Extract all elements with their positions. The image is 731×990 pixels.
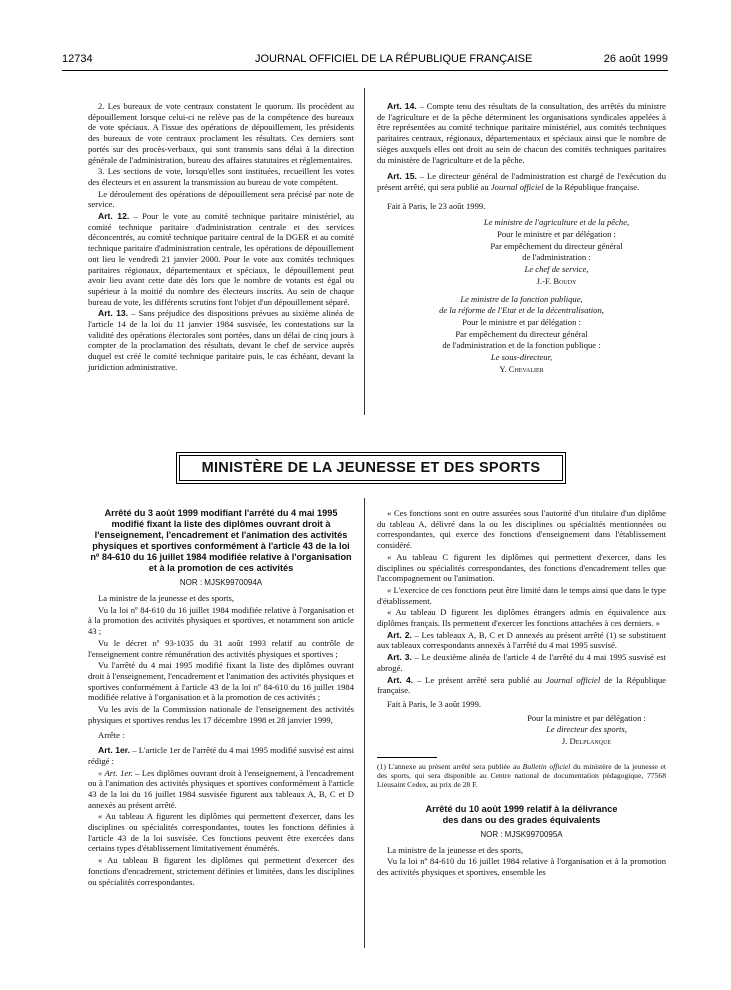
page-number: 12734 [62, 53, 93, 65]
article-13: Art. 13. – Sans préjudice des dispositions prévues au sixième alinéa de l'article 14 de la loi du 11 janvier 1984 susvisée, les contestations sur la validité des opérations électorales sont portées, dans un délai de cinq jours à compter de la proclamation des résultats, devant le chef de service auprès duquel est créé le comité technique paritaire puis, le cas échéant, devant la juridiction administrative. [88, 308, 354, 372]
article-3: Art. 3. – Le deuxième alinéa de l'article 4 de l'arrêté du 4 mai 1995 susvisé est abrogé. [377, 652, 667, 673]
ministry-banner [176, 452, 566, 484]
signature-block-1: Le ministre de l'agriculture et de la pêche, Pour le ministre et par délégation : Par empêchement du directeur général de l'administration : Le chef de service, J.-F. Boudy [377, 217, 666, 286]
article-14: Art. 14. – Compte tenu des résultats de la consultation, des arrêtés du ministre de l'agriculture et de la pêche déterminent les organisations syndicales appelées à être représentées au comité technique paritaire ministériel, aux comités techniques paritaires centraux, régionaux, départementaux et spéciaux ainsi que le nombre de sièges auxquels elles ont droit au sein de chacun des comités techniques paritaires du ministère de l'agriculture et de la pêche. [377, 101, 666, 165]
right-column-top [377, 101, 666, 375]
footnote: (1) L'annexe au présent arrêté sera publiée au Bulletin officiel du ministère de la jeunesse et des sports, qui sera disponible au Centre national de documentation pédagogique, 77568 Lieusaint Cedex, au prix de 28 F. [377, 761, 666, 790]
paragraph: Le déroulement des opérations de dépouillement sera précisé par note de service. [88, 188, 354, 210]
header-rule [62, 70, 668, 71]
issue-date: 26 août 1999 [603, 53, 668, 65]
ministry-title: MINISTÈRE DE LA JEUNESSE ET DES SPORTS [201, 460, 541, 476]
signature-block-3: Pour la ministre et par délégation : Le directeur des sports, J. Delplanque [377, 713, 666, 747]
nor-reference: NOR : MJSK9970095A [480, 829, 563, 839]
signature-block-2: Le ministre de la fonction publique, de la réforme de l'Etat et de la décentralisation, Pour le ministre et par délégation : Par empêchement du directeur général de l'administration et de la fonction publique : Le sous-directeur, Y. Chevalier [377, 294, 666, 375]
decree-title: Arrêté du 3 août 1999 modifiant l'arrêté du 4 mai 1995 modifié fixant la liste des diplômes ouvrant droit à l'enseignement, l'encadrement et l'animation des activités physiques et sportives conformément à l'article 43 de la loi nº 84-610 du 16 juillet 1984 modifiée relative à l'organisation et à la promotion de ces activités [90, 508, 352, 573]
column-divider [364, 498, 365, 948]
right-column-bottom: « Ces fonctions sont en outre assurées sous l'autorité d'un titulaire d'un diplôme du tableau A, délivré dans la ou les disciplines ou spécialités mentionnées ou correspondantes, qui exerce des fonctions d'enseignement dans l'établissement considéré. « Au tableau C figurent les diplômes qui permettent d'exercer, dans les disciplines ou spécialités correspondantes, des fonctions d'encadrement telles que l'accompagnement ou l'animation. « L'exercice de ces fonctions peut être limité dans le temps ainsi que dans le type d'établissement. « Au tableau D figurent les diplômes étrangers admis en équivalence aux diplômes français. Ils permettent d'exercer les fonctions attachées à ces derniers. » Art. 2. – Les tableaux A, B, C et D annexés au présent arrêté (1) se substituent aux tableaux correspondants annexés à l'arrêté du 4 mai 1995 susvisé. Art. 3. – Le deuxième alinéa de l'article 4 de l'arrêté du 4 mai 1995 susvisé est abrogé. Art. 4. – Le présent arrêté sera publié au Journal officiel de la République française. Fait à Paris, le 3 août 1999. Pour la ministre et par délégation : Le directeur des sports, J. Delplanque (1) L'annexe au présent arrêté sera publiée au Bulletin officiel du ministère de la jeunesse et des sports, qui sera disponible au Centre national de documentation pédagogique, 77568 Lieusaint Cedex, au prix de 28 F. Arrêté du 10 août 1999 relatif à la délivrance des dans ou des grades équivalents NOR : MJSK9970095A La ministre de la jeunesse et des sports, Vu la loi nº 84-610 du 16 juillet 1984 relative à l'organisation et à la promotion des activités physiques et sportives, ensemble les [377, 508, 667, 878]
article-2: Art. 2. – Les tableaux A, B, C et D annexés au présent arrêté (1) se substituent aux tableaux correspondants annexés à l'arrêté du 4 mai 1995 susvisé. [377, 629, 666, 651]
signatory-name: J. Delplanque [561, 736, 612, 747]
paragraph: 3. Les sections de vote, lorsqu'elles sont instituées, recueillent les votes des électeurs et en assurent la transmission au bureau de vote compétent. [88, 166, 354, 187]
article-15: Art. 15. – Le directeur général de l'administration est chargé de l'exécution du présent arrêté, qui sera publié au Journal officiel de la République française. [377, 171, 666, 192]
article-label: Art. 14. [387, 101, 417, 111]
article-label: Art. 15. [387, 171, 417, 182]
column-divider [364, 88, 365, 415]
signatory-name: Y. Chevalier [499, 363, 544, 374]
signatory-name: J.-F. Boudy [536, 275, 577, 286]
journal-title: JOURNAL OFFICIEL DE LA RÉPUBLIQUE FRANÇAISE [255, 53, 533, 65]
article-4: Art. 4. – Le présent arrêté sera publié au Journal officiel de la République française. [377, 674, 666, 696]
minister-title: Le ministre de l'agriculture et de la pêche, [483, 217, 630, 228]
article-1: Art. 1er. – L'article 1er de l'arrêté du 4 mai 1995 modifié susvisé est ainsi rédigé : [88, 745, 354, 766]
article-label: Art. 12. [98, 211, 130, 222]
left-column-top [88, 101, 354, 374]
article-12: Art. 12. – Pour le vote au comité technique paritaire ministériel, au comité technique paritaire d'administration centrale et des services déconcentrés, au comité technique paritaire central de la DGER et au comité technique paritaire d'administration centrale, les opérations de dépouillement ont lieu le vendredi 21 janvier 2000. Pour le vote aux comités techniques paritaires régionaux, départementaux et spéciaux, le dépouillement peut avoir lieu avant cette date dès lors que le nombre de votants est égal ou supérieur à la moitié du nombre des électeurs inscrits. Au sein de chaque bureau de vote, les différents scrutins font l'objet d'un dépouillement séparé. [88, 211, 355, 307]
paragraph: 2. Les bureaux de vote centraux constatent le quorum. Ils procèdent au dépouillement lorsque celui-ci ne relève pas de la compétence des bureaux de vote spéciaux. A l'issue des opérations de dépouillement, les présidents des bureaux de vote centraux proclament les résultats. Ces derniers sont portés sur des procès-verbaux, qui sont transmis sans délai à la direction générale de l'administration, bureau des affaires statutaires et réglementaires. [88, 101, 354, 165]
date-line: Fait à Paris, le 3 août 1999. [387, 698, 482, 709]
article-label: Art. 13. [98, 308, 129, 319]
date-line: Fait à Paris, le 23 août 1999. [387, 200, 486, 211]
decree-title: Arrêté du 10 août 1999 relatif à la délivrance des dans ou des grades équivalents [425, 803, 618, 825]
left-column-bottom: Arrêté du 3 août 1999 modifiant l'arrêté du 4 mai 1995 modifié fixant la liste des diplômes ouvrant droit à l'enseignement, l'encadrement et l'animation des activités physiques et sportives conformément à l'article 43 de la loi nº 84-610 du 16 juillet 1984 modifiée relative à l'organisation et à la promotion de ces activités NOR : MJSK9970094A La ministre de la jeunesse et des sports, Vu la loi nº 84-610 du 16 juillet 1984 modifiée relative à l'organisation et à la promotion des activités physiques et sportives, et notamment son article 43 ; Vu le décret nº 93-1035 du 31 août 1993 relatif au contrôle de l'enseignement contre rémunération des activités physiques et sportives ; Vu l'arrêté du 4 mai 1995 modifié fixant la liste des diplômes ouvrant droit à l'enseignement, l'encadrement et l'animation des activités physiques et sportives conformément à l'article 43 de la loi nº 84-610 du 16 juillet 1984 modifiée relative à l'organisation et à la promotion de ces activités ; Vu les avis de la Commission nationale de l'enseignement des activités physiques et sportives rendus les 17 décembre 1998 et 28 janvier 1999, Arrête : Art. 1er. – L'article 1er de l'arrêté du 4 mai 1995 modifié susvisé est ainsi rédigé : « Art. 1er. – Les diplômes ouvrant droit à l'enseignement, à l'encadrement ou à l'animation des activités physiques et sportives conformément à l'article 43 de la loi du 16 juillet 1984 susvisée figurent aux tableaux A, B, C et D annexés au présent arrêté. « Au tableau A figurent les diplômes qui permettent d'exercer, dans les disciplines ou spécialités correspondantes, toutes les fonctions définies à l'article 43 de la loi susvisée. Ces fonctions peuvent être exercées dans certains types d'établissement limitativement énumérés. « Au tableau B figurent les diplômes qui permettent d'exercer des fonctions d'encadrement, strictement définies et limitées, dans les disciplines ou spécialités correspondantes. [88, 508, 354, 887]
nor-reference: NOR : MJSK9970094A [179, 578, 263, 587]
footnote-rule [377, 757, 437, 758]
